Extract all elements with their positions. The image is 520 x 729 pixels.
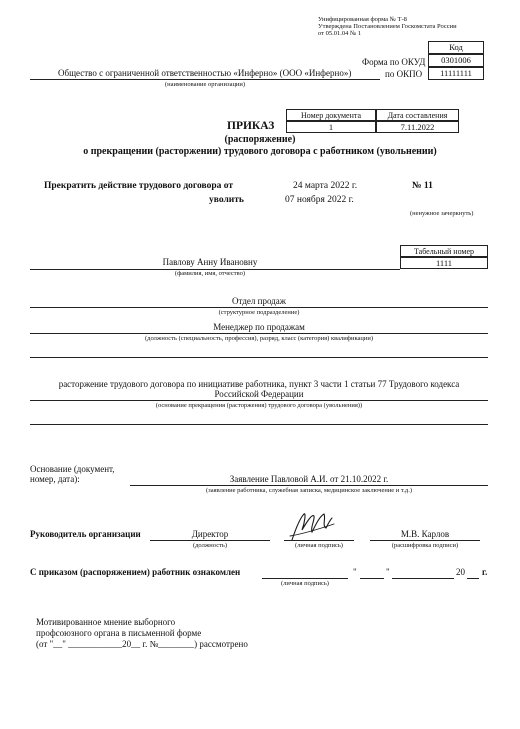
position: Менеджер по продажам	[213, 322, 305, 332]
acquaint-signature-caption: (личная подпись)	[281, 580, 329, 587]
order-subtitle: (распоряжение)	[224, 134, 296, 145]
head-signature-underline	[284, 540, 354, 541]
acquaint-quote-close: "	[386, 567, 390, 577]
department-caption: (структурное подразделение)	[218, 309, 300, 316]
acquaint-quote-open: "	[353, 567, 357, 577]
organization-underline	[30, 79, 380, 80]
blank-line-2	[30, 424, 488, 425]
acquaint-label: С приказом (распоряжением) работник ознакомлен	[30, 567, 241, 577]
reason-line1: расторжение трудового договора по инициативе работника, пункт 3 части 1 статьи 77 Трудового кодекса	[58, 379, 460, 389]
employee-name-caption: (фамилия, имя, отчество)	[174, 270, 246, 277]
form-header-line2: Утверждена Постановлением Госкомстата России	[318, 23, 457, 30]
union-line1: Мотивированное мнение выборного	[36, 617, 176, 627]
okud-code-cell: 0301006	[428, 54, 484, 67]
head-signature-caption: (личная подпись)	[295, 542, 343, 549]
strike-note: (ненужное зачеркнуть)	[410, 210, 474, 217]
acquaint-year-prefix: 20	[456, 567, 465, 577]
acquaint-signature-line	[262, 578, 348, 579]
basis-caption: (заявление работника, служебная записка, медицинское заключение и т.д.)	[205, 487, 412, 494]
contract-date: 24 марта 2022 г.	[293, 181, 358, 191]
reason-caption: (основание прекращения (расторжения) трудового договора (увольнения))	[155, 402, 363, 409]
basis-value: Заявление Павловой А.И. от 21.10.2022 г.	[229, 474, 389, 484]
doc-date-header: Дата составления	[376, 109, 459, 121]
employee-name: Павлову Анну Ивановну	[162, 257, 258, 267]
code-header-cell: Код	[428, 41, 484, 54]
doc-date-value: 7.11.2022	[376, 121, 459, 133]
head-label: Руководитель организации	[30, 529, 141, 539]
acquaint-year-suffix: г.	[482, 567, 488, 577]
dismissal-date: 07 ноября 2022 г.	[285, 195, 354, 205]
doc-number-header: Номер документа	[286, 109, 376, 121]
head-name-caption: (расшифровка подписи)	[391, 542, 459, 549]
okpo-label: по ОКПО	[385, 69, 423, 79]
acquaint-year-line	[467, 578, 479, 579]
organization-caption: (наименование организации)	[164, 81, 246, 88]
form-header-line1: Унифицированная форма № Т-8	[318, 16, 407, 23]
basis-underline	[130, 485, 488, 486]
head-name: М.В. Карлов	[400, 529, 450, 539]
order-heading: о прекращении (расторжении) трудового договора с работником (увольнении)	[83, 146, 437, 157]
basis-label-line2: номер, дата):	[30, 474, 80, 484]
order-title: ПРИКАЗ	[227, 120, 275, 132]
okpo-code-cell: 11111111	[428, 67, 484, 80]
acquaint-month-line	[392, 578, 454, 579]
position-underline	[30, 333, 488, 334]
tab-number-header: Табельный номер	[400, 245, 488, 257]
acquaint-day-line	[360, 578, 384, 579]
okud-label: Форма по ОКУД	[362, 57, 426, 67]
termination-label-line1: Прекратить действие трудового договора от	[44, 181, 234, 191]
doc-number-value: 1	[286, 121, 376, 133]
head-position-caption: (должность)	[192, 542, 228, 549]
department: Отдел продаж	[232, 296, 286, 306]
basis-label-line1: Основание (документ,	[30, 464, 115, 474]
union-line2: профсоюзного органа в письменной форме	[36, 628, 202, 638]
head-name-underline	[370, 540, 480, 541]
organization-name: Общество с ограниченной ответственностью «Инферно» (ООО «Инферно»)	[58, 68, 352, 78]
reason-underline	[30, 400, 488, 401]
tab-number-value: 1111	[400, 257, 488, 269]
head-position-underline	[150, 540, 270, 541]
form-header-line3: от 05.01.04 № 1	[318, 30, 362, 37]
blank-line-1	[30, 357, 488, 358]
position-caption: (должность (специальность, профессия), разряд, класс (категория) квалификации)	[145, 335, 373, 342]
reason-line2: Российской Федерации	[214, 389, 304, 399]
head-position: Директор	[191, 529, 229, 539]
contract-number: № 11	[412, 181, 433, 191]
termination-label-line2: уволить	[209, 195, 244, 205]
union-line3: (от "__" ____________20__ г. №________) рассмотрено	[36, 639, 248, 649]
department-underline	[30, 307, 488, 308]
